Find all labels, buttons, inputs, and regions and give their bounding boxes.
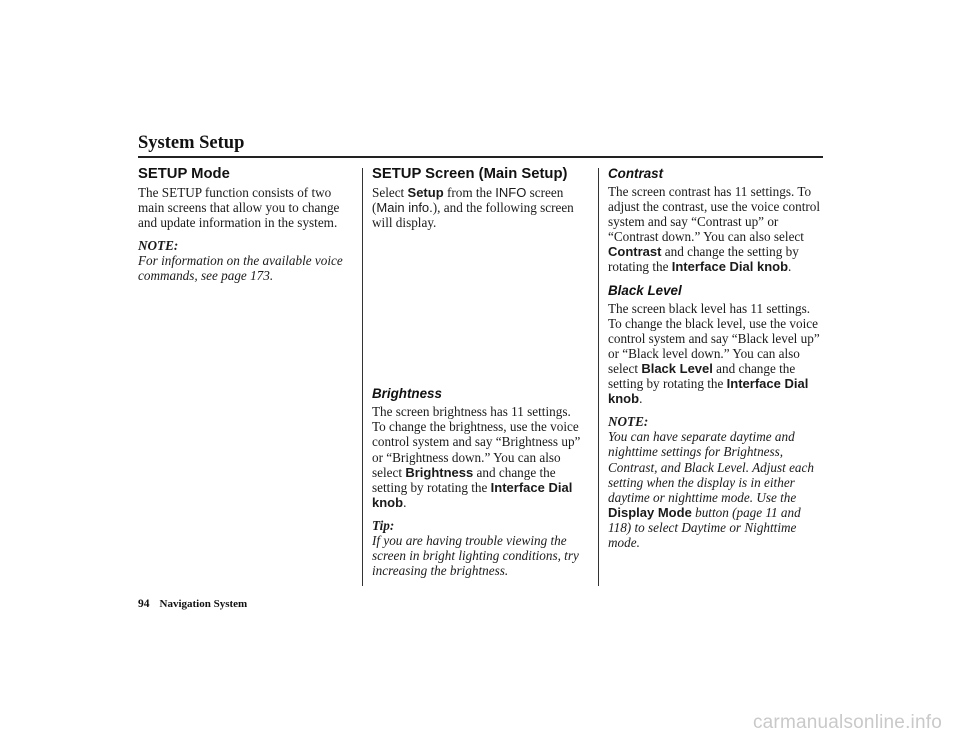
section-title: System Setup xyxy=(138,133,245,153)
column-contrast xyxy=(608,166,826,550)
setup-mode-body: The SETUP function consists of two main screens that allow you to change and update information in the system. xyxy=(138,185,340,231)
page-number: 94 xyxy=(138,598,150,610)
column-divider-2 xyxy=(598,168,599,586)
page-footer xyxy=(138,598,247,610)
black-level-keyword: Black Level xyxy=(641,360,713,376)
book-title: Navigation System xyxy=(159,598,248,610)
tip-text: If you are having trouble viewing the screen in bright lighting conditions, try increasing the brightness. xyxy=(372,533,579,579)
brightness-keyword: Brightness xyxy=(405,464,474,480)
column-setup-screen xyxy=(372,166,586,578)
setup-keyword: Setup xyxy=(407,185,444,200)
contrast-body: The screen contrast has 11 settings. To adjust the contrast, use the voice control system and say “Contrast up” or “Contrast down.” You can also select Contrast and change the setting by rotating the Interface Dial knob. xyxy=(608,184,821,275)
contrast-heading: Contrast xyxy=(608,166,664,181)
note-text: You can have separate daytime and nighttime settings for Brightness, Contrast, and Black Level. Adjust each setting when the display is in either daytime or nighttime mode. Use the Display Mode button (page 11 and 118) to select Daytime or Nighttime mode. xyxy=(608,429,814,550)
interface-dial-keyword: Interface Dial knob xyxy=(608,376,809,407)
info-keyword: INFO xyxy=(495,185,527,200)
contrast-keyword: Contrast xyxy=(608,244,662,260)
column-divider-1 xyxy=(362,168,363,586)
setup-mode-heading: SETUP Mode xyxy=(138,166,230,182)
screen-image-placeholder xyxy=(372,230,586,386)
note-text: For information on the available voice commands, see page 173. xyxy=(138,253,343,284)
tip-label: Tip: xyxy=(372,517,395,533)
black-level-body: The screen black level has 11 settings. To change the black level, use the voice control system and say “Black level up” or “Black level down.” You can also select Black Level and change the setting by rotating the Interface Dial knob. xyxy=(608,300,820,407)
black-level-heading: Black Level xyxy=(608,282,682,298)
interface-dial-keyword: Interface Dial knob xyxy=(671,259,789,275)
setup-screen-intro: Select Setup from the INFO screen (Main info.), and the following screen will display. xyxy=(372,185,574,231)
column-setup-mode xyxy=(138,166,354,284)
display-mode-keyword: Display Mode xyxy=(608,504,692,520)
watermark: carmanualsonline.info xyxy=(752,712,942,733)
note-label: NOTE: xyxy=(608,414,649,430)
brightness-heading: Brightness xyxy=(372,386,442,402)
title-divider xyxy=(138,156,823,158)
brightness-body: The screen brightness has 11 settings. To change the brightness, use the voice control system and say “Brightness up” or “Brightness down.” You can also select Brightness and change the setting by rotating the Interface Dial knob. xyxy=(372,404,581,510)
setup-screen-heading: SETUP Screen (Main Setup) xyxy=(372,166,568,182)
note-label: NOTE: xyxy=(138,238,179,254)
interface-dial-keyword: Interface Dial knob xyxy=(372,479,573,510)
main-info-keyword: Main info. xyxy=(376,200,433,216)
